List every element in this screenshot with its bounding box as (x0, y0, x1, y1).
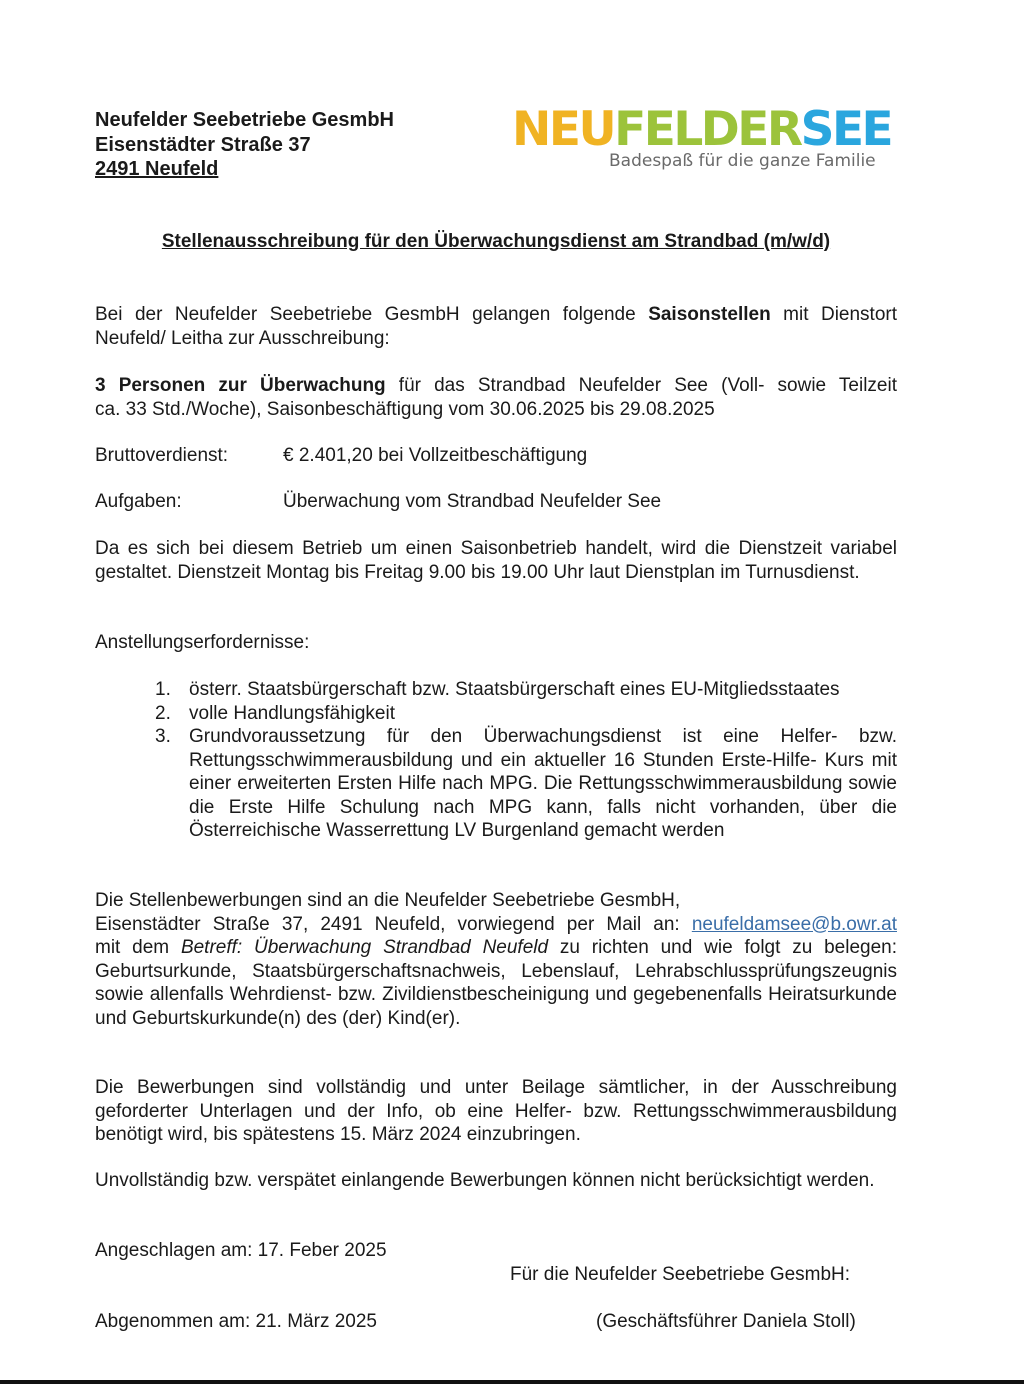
logo-tagline: Badespaß für die ganze Familie (609, 151, 876, 171)
tasks-value: Überwachung vom Strandbad Neufelder See (283, 491, 662, 512)
neufeldersee-logo (512, 102, 892, 174)
application-subject: Betreff: Überwachung Strandbad Neufeld (180, 937, 549, 958)
worktime-paragraph: Da es sich bei diesem Betrieb um einen Saisonbetrieb handelt, wird die Dienstzeit variabel gestaltet. Dienstzeit Montag bis Freitag 9.00 bis 19.00 Uhr laut Dienstplan im Turnusdienst. (95, 538, 897, 583)
intro-before: Bei der Neufelder Seebetriebe GesmbH gelangen folgende (95, 304, 649, 325)
requirement-number: 3. (155, 726, 171, 747)
application-line1: Die Stellenbewerbungen sind an die Neufelder Seebetriebe GesmbH, (95, 890, 681, 911)
signature-name: (Geschäftsführer Daniela Stoll) (596, 1311, 856, 1332)
requirement-number: 1. (155, 679, 171, 700)
tasks-label: Aufgaben: (95, 491, 182, 512)
email-link[interactable]: neufeldamsee@b.owr.at (691, 913, 897, 935)
sender-address (95, 108, 394, 182)
application-line3-before: mit dem (95, 937, 181, 958)
incomplete-paragraph: Unvollständig bzw. verspätet einlangende Bewerbungen können nicht berücksichtigt werden. (95, 1170, 875, 1191)
logo-part-neu: NEU (512, 102, 615, 157)
salary-row (95, 444, 587, 468)
intro-paragraph (95, 303, 897, 350)
document-title: Stellenausschreibung für den Überwachungsdienst am Strandbad (m/w/d) (161, 231, 831, 252)
tasks-row (95, 490, 661, 514)
intro-after: mit Dienstort Neufeld/ Leitha zur Ausschreibung: (95, 304, 897, 349)
positions-bold: 3 Personen zur Überwachung (95, 375, 386, 396)
positions-line2: ca. 33 Std./Woche), Saisonbeschäftigung vom 30.06.2025 bis 29.08.2025 (95, 398, 715, 420)
removed-date: Abgenommen am: 21. März 2025 (95, 1311, 377, 1332)
posted-date: Angeschlagen am: 17. Feber 2025 (95, 1240, 387, 1261)
positions-line1: für das Strandbad Neufelder See (Voll- sowie Teilzeit (385, 375, 897, 396)
salary-value: € 2.401,20 bei Vollzeitbeschäftigung (283, 445, 588, 466)
positions-paragraph (95, 374, 897, 421)
requirements-heading: Anstellungserfordernisse: (95, 632, 310, 653)
sender-city: 2491 Neufeld (95, 158, 219, 180)
signature-for: Für die Neufelder Seebetriebe GesmbH: (510, 1264, 851, 1285)
requirement-item (155, 702, 897, 726)
intro-bold: Saisonstellen (648, 304, 771, 325)
sender-street: Eisenstädter Straße 37 (95, 133, 311, 156)
requirement-text: Grundvoraussetzung für den Überwachungsdienst ist eine Helfer- bzw. Rettungsschwimmerausbildung und ein aktueller 16 Stunden Erste-Hilfe- Kurs mit einer erweiterten Ersten Hilfe nach MPG. Die Rettungsschwimmerausbildung sowie die Erste Hilfe Schulung nach MPG kann, falls nicht vorhanden, über die Österreichische Wasserrettung LV Burgenland gemacht werden (189, 726, 897, 841)
completeness-paragraph: Die Bewerbungen sind vollständig und unter Beilage sämtlicher, in der Ausschreibung geforderter Unterlagen und der Info, ob eine Helfer- bzw. Rettungsschwimmerausbildung benötigt wird, bis spätestens 15. März 2024 einzubringen. (95, 1077, 897, 1145)
requirement-number: 2. (155, 702, 171, 724)
salary-label: Bruttoverdienst: (95, 445, 229, 466)
application-line3-after: zu richten und wie folgt zu belegen: Geburtsurkunde, Staatsbürgerschaftsnachweis, Lebenslauf, Lehrabschlussprüfungszeugnis sowie allenfalls Wehrdienst- bzw. Zivildienstbescheinigung und gegebenenfalls Heiratsurkunde und Geburtskurkunde(n) des (der) Kind(er). (95, 937, 897, 1029)
application-paragraph (95, 889, 897, 1030)
requirement-item (155, 678, 897, 702)
requirements-list (155, 678, 897, 843)
sender-company: Neufelder Seebetriebe GesmbH (95, 109, 394, 131)
logo-part-see: SEE (800, 102, 892, 157)
requirement-item (155, 725, 897, 843)
application-line2: Eisenstädter Straße 37, 2491 Neufeld, vorwiegend per Mail an: (95, 913, 692, 935)
requirement-text: volle Handlungsfähigkeit (189, 702, 395, 724)
logo-part-felder: FELDER (614, 102, 801, 157)
bottom-border (0, 1380, 1024, 1384)
requirement-text: österr. Staatsbürgerschaft bzw. Staatsbürgerschaft eines EU-Mitgliedsstaates (189, 679, 840, 700)
